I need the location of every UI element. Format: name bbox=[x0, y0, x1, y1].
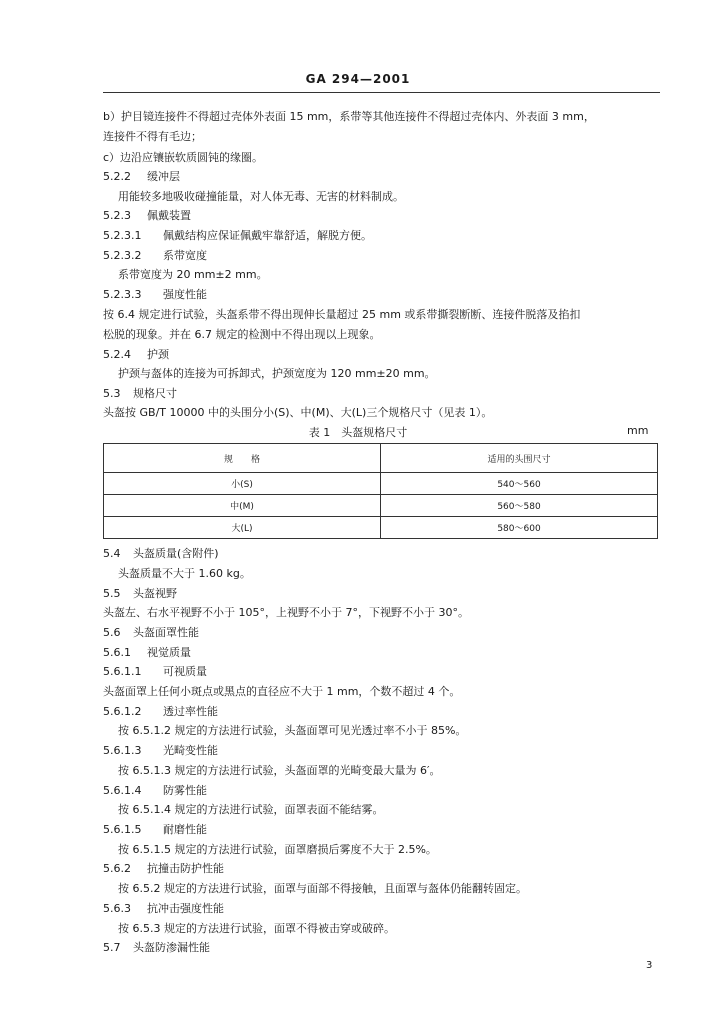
table-caption: 表 1 头盔规格尺寸 bbox=[308, 426, 408, 439]
section-number: 5.2.3.2 bbox=[103, 249, 142, 262]
section-title: 耐磨性能 bbox=[163, 823, 207, 836]
paragraph: 按 6.4 规定进行试验，头盔系带不得出现伸长量超过 25 mm 或系带撕裂断断、连接件脱落及掐扣 bbox=[103, 308, 581, 321]
size-table bbox=[103, 443, 658, 539]
table-cell: 540～560 bbox=[381, 473, 658, 495]
section-heading bbox=[103, 229, 372, 243]
section-number: 5.6.2 bbox=[103, 862, 131, 875]
section-number: 5.6.3 bbox=[103, 902, 131, 915]
section-title: 抗冲击强度性能 bbox=[147, 902, 224, 915]
section-title: 抗撞击防护性能 bbox=[147, 862, 224, 875]
paragraph: 按 6.5.2 规定的方法进行试验，面罩与面部不得接触，且面罩与盔体仍能翻转固定。 bbox=[118, 882, 527, 895]
section-number: 5.5 bbox=[103, 587, 121, 600]
table-header-cell: 规 格 bbox=[104, 444, 381, 473]
section-heading bbox=[103, 547, 219, 561]
section-heading bbox=[103, 665, 207, 679]
section-title: 强度性能 bbox=[163, 288, 207, 301]
section-number: 5.2.3 bbox=[103, 209, 131, 222]
section-number: 5.6.1.1 bbox=[103, 665, 142, 678]
section-heading bbox=[103, 288, 207, 302]
table-cell: 580～600 bbox=[381, 517, 658, 539]
section-title: 头盔防渗漏性能 bbox=[133, 941, 210, 954]
section-number: 5.2.4 bbox=[103, 348, 131, 361]
list-item: 连接件不得有毛边； bbox=[103, 130, 202, 143]
section-heading bbox=[103, 387, 177, 401]
paragraph: 头盔左、右水平视野不小于 105°，上视野不小于 7°，下视野不小于 30°。 bbox=[103, 606, 469, 619]
table-cell: 560～580 bbox=[381, 495, 658, 517]
section-heading bbox=[103, 902, 224, 916]
paragraph: 按 6.5.1.5 规定的方法进行试验，面罩磨损后雾度不大于 2.5%。 bbox=[118, 843, 437, 856]
section-number: 5.2.3.1 bbox=[103, 229, 142, 242]
section-heading bbox=[103, 862, 224, 876]
table-header-row bbox=[104, 444, 658, 473]
section-number: 5.6 bbox=[103, 626, 121, 639]
table-row bbox=[104, 495, 658, 517]
header-divider bbox=[103, 92, 660, 93]
list-item: c）边沿应镶嵌软质圆钝的缘圈。 bbox=[103, 151, 264, 164]
section-heading bbox=[103, 170, 180, 184]
section-heading bbox=[103, 744, 218, 758]
section-title: 光畸变性能 bbox=[163, 744, 218, 757]
section-title: 佩戴装置 bbox=[147, 209, 191, 222]
paragraph: 头盔面罩上任何小斑点或黑点的直径应不大于 1 mm，个数不超过 4 个。 bbox=[103, 685, 461, 698]
section-title: 头盔视野 bbox=[133, 587, 177, 600]
table-header-cell: 适用的头围尺寸 bbox=[381, 444, 658, 473]
section-title: 头盔面罩性能 bbox=[133, 626, 199, 639]
paragraph: 头盔质量不大于 1.60 kg。 bbox=[118, 567, 251, 580]
section-number: 5.3 bbox=[103, 387, 121, 400]
page-number: 3 bbox=[646, 960, 653, 971]
section-number: 5.2.3.3 bbox=[103, 288, 142, 301]
section-heading bbox=[103, 348, 169, 362]
section-title: 可视质量 bbox=[163, 665, 207, 678]
section-heading bbox=[103, 784, 207, 798]
section-number: 5.4 bbox=[103, 547, 121, 560]
page-header-code: GA 294—2001 bbox=[305, 72, 411, 86]
section-number: 5.6.1.5 bbox=[103, 823, 142, 836]
table-unit: mm bbox=[627, 424, 649, 437]
paragraph: 头盔按 GB/T 10000 中的头围分小(S)、中(M)、大(L)三个规格尺寸（见表 1）。 bbox=[103, 406, 493, 419]
section-title: 规格尺寸 bbox=[133, 387, 177, 400]
paragraph: 按 6.5.1.4 规定的方法进行试验，面罩表面不能结雾。 bbox=[118, 803, 384, 816]
paragraph: 用能较多地吸收碰撞能量，对人体无毒、无害的材料制成。 bbox=[118, 190, 404, 203]
section-heading bbox=[103, 941, 210, 955]
section-heading bbox=[103, 823, 207, 837]
paragraph: 按 6.5.1.3 规定的方法进行试验，头盔面罩的光畸变最大量为 6′。 bbox=[118, 764, 441, 777]
section-heading bbox=[103, 249, 207, 263]
section-heading bbox=[103, 587, 177, 601]
section-title: 透过率性能 bbox=[163, 705, 218, 718]
section-number: 5.6.1.4 bbox=[103, 784, 142, 797]
section-heading bbox=[103, 646, 191, 660]
section-title: 头盔质量(含附件) bbox=[133, 547, 219, 560]
paragraph: 按 6.5.3 规定的方法进行试验，面罩不得被击穿或破碎。 bbox=[118, 922, 395, 935]
section-title: 护颈 bbox=[147, 348, 169, 361]
paragraph: 系带宽度为 20 mm±2 mm。 bbox=[118, 268, 268, 281]
table-row bbox=[104, 473, 658, 495]
table-cell: 中(M) bbox=[104, 495, 381, 517]
section-title: 缓冲层 bbox=[147, 170, 180, 183]
section-number: 5.6.1.2 bbox=[103, 705, 142, 718]
list-item: b）护目镜连接件不得超过壳体外表面 15 mm，系带等其他连接件不得超过壳体内、外表面 3 mm， bbox=[103, 110, 595, 123]
paragraph: 按 6.5.1.2 规定的方法进行试验，头盔面罩可见光透过率不小于 85%。 bbox=[118, 724, 467, 737]
section-number: 5.7 bbox=[103, 941, 121, 954]
paragraph: 松脱的现象。并在 6.7 规定的检测中不得出现以上现象。 bbox=[103, 328, 381, 341]
paragraph: 护颈与盔体的连接为可拆卸式，护颈宽度为 120 mm±20 mm。 bbox=[118, 367, 436, 380]
section-number: 5.6.1 bbox=[103, 646, 131, 659]
table-cell: 小(S) bbox=[104, 473, 381, 495]
table-cell: 大(L) bbox=[104, 517, 381, 539]
section-number: 5.2.2 bbox=[103, 170, 131, 183]
section-heading bbox=[103, 626, 199, 640]
section-title: 佩戴结构应保证佩戴牢靠舒适，解脱方便。 bbox=[163, 229, 372, 242]
section-title: 视觉质量 bbox=[147, 646, 191, 659]
section-heading bbox=[103, 705, 218, 719]
table-row bbox=[104, 517, 658, 539]
section-title: 系带宽度 bbox=[163, 249, 207, 262]
section-number: 5.6.1.3 bbox=[103, 744, 142, 757]
section-title: 防雾性能 bbox=[163, 784, 207, 797]
section-heading bbox=[103, 209, 191, 223]
